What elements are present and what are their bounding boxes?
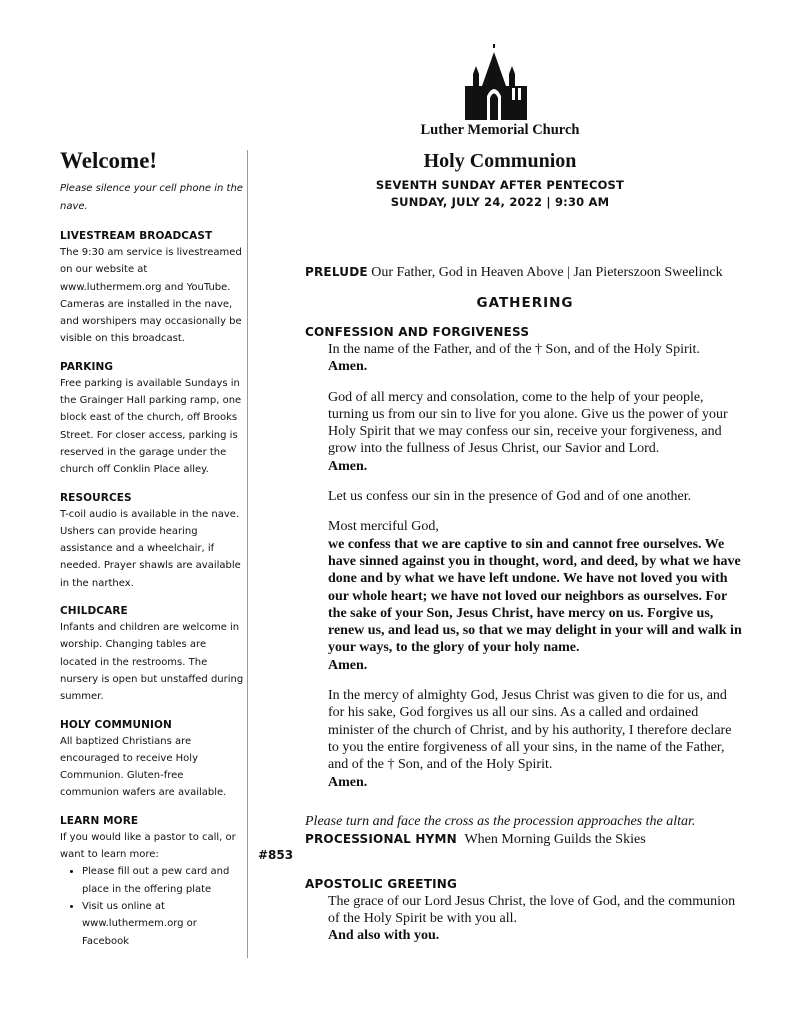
section-body: All baptized Christians are encouraged to receive Holy Communion. Gluten-free communion wafers are available.	[60, 735, 227, 799]
prelude-line	[305, 265, 745, 281]
confession-paragraph	[305, 518, 745, 674]
amen-response: Amen.	[328, 359, 368, 375]
welcome-sidebar	[60, 148, 244, 961]
holy-communion-section	[60, 717, 244, 802]
amen-response: Amen.	[328, 657, 368, 673]
section-heading: LEARN MORE	[60, 814, 139, 827]
service-subtitle-sunday: SEVENTH SUNDAY AFTER PENTECOST	[375, 178, 625, 192]
prelude-text: Our Father, God in Heaven Above | Jan Pieterszoon Sweelinck	[371, 265, 723, 280]
greeting-heading: APOSTOLIC GREETING	[305, 876, 458, 891]
absolution-text: In the mercy of almighty God, Jesus Christ was given to die for us, and for his sake, God forgives us all our sins. As a called and ordained minister of the church of Christ, and by his authority, I therefore declare to you the entire forgiveness of all your sins, in the name of the Father, and of the † Son, and of the Holy Spirit.	[328, 688, 732, 773]
section-body: Infants and children are welcome in worship. Changing tables are located in the restrooms. The nursery is open but unstaffed during summer.	[60, 622, 244, 703]
confession-intro: Most merciful God,	[328, 519, 439, 535]
learn-more-list	[60, 863, 244, 949]
section-heading: HOLY COMMUNION	[60, 718, 172, 731]
section-heading: RESOURCES	[60, 491, 132, 504]
hymn-title: When Morning Guilds the Skies	[464, 831, 646, 847]
section-body: Free parking is available Sundays in the Grainger Hall parking ramp, one block east of the church, off Brooks Street. For closer access, parking is reserved in the garage under the church off Conklin Place alley.	[60, 377, 242, 476]
section-body: T-coil audio is available in the nave. Ushers can provide hearing assistance and a wheelchair, if needed. Prayer shawls are available in the narthex.	[60, 508, 241, 589]
gathering-heading: GATHERING	[476, 295, 574, 311]
greeting-text: The grace of our Lord Jesus Christ, the love of God, and the communion of the Holy Spirit be with you all.	[328, 893, 736, 927]
section-heading: CHILDCARE	[60, 605, 128, 618]
hymn-number: #853	[258, 848, 294, 862]
church-logo-icon	[463, 44, 529, 120]
childcare-section	[60, 603, 244, 705]
resources-section	[60, 490, 244, 592]
confession-text: God of all mercy and consolation, come to the help of your people, turning us from our sin to live for you alone. Give us the power of your Holy Spirit that we may confess our sin, receive your forgiveness, and grow into the fullness of Jesus Christ, our Savior and Lord.	[328, 389, 728, 457]
confession-paragraph	[305, 687, 745, 791]
confession-heading: CONFESSION AND FORGIVENESS	[305, 325, 530, 339]
processional-hymn-line	[305, 830, 745, 849]
amen-response: Amen.	[328, 458, 368, 474]
greeting-response: And also with you.	[328, 928, 440, 944]
confession-paragraph	[305, 341, 745, 376]
amen-response: Amen.	[328, 774, 368, 790]
prelude-label: PRELUDE	[305, 265, 368, 279]
section-body: If you would like a pastor to call, or want to learn more:	[60, 831, 236, 861]
list-item: • Visit us online at www.luthermem.org or Facebook	[82, 898, 244, 950]
silence-note: Please silence your cell phone in the nave.	[60, 183, 243, 212]
service-subtitle-date: SUNDAY, JULY 24, 2022 | 9:30 AM	[390, 195, 610, 209]
church-name: Luther Memorial Church	[420, 122, 580, 138]
confession-paragraph	[305, 389, 745, 475]
section-heading: PARKING	[60, 360, 114, 373]
section-body: The 9:30 am service is livestreamed on our website at www.luthermem.org and YouTube. Cameras are installed in the nave, and worshipers may occasionally be visible on this broadcast.	[60, 247, 242, 345]
welcome-title: Welcome!	[60, 148, 158, 173]
confession-text: Let us confess our sin in the presence of God and of one another.	[328, 489, 692, 505]
service-title: Holy Communion	[423, 150, 577, 172]
greeting-paragraph	[305, 893, 745, 945]
section-heading: LIVESTREAM BROADCAST	[60, 230, 213, 242]
list-item: • Please fill out a pew card and place in the offering plate	[82, 863, 244, 898]
livestream-section	[60, 228, 244, 348]
column-divider	[247, 150, 248, 958]
confession-response: we confess that we are captive to sin and cannot free ourselves. We have sinned against you in thought, word, and deed, by what we have done and by what we have left undone. We have not loved you with our whole heart; we have not loved our neighbors as ourselves. For the sake of your Son, Jesus Christ, have mercy on us. Forgive us, renew us, and lead us, so that we may delight in your will and walk in your ways, to the glory of your holy name.	[328, 536, 742, 656]
learn-more-section	[60, 813, 244, 950]
hymn-label: PROCESSIONAL HYMN	[305, 831, 457, 846]
confession-paragraph	[305, 488, 745, 505]
parking-section	[60, 359, 244, 479]
order-of-worship	[305, 265, 745, 945]
confession-text: In the name of the Father, and of the † Son, and of the Holy Spirit.	[328, 342, 700, 357]
procession-note: Please turn and face the cross as the procession approaches the altar.	[305, 813, 696, 829]
